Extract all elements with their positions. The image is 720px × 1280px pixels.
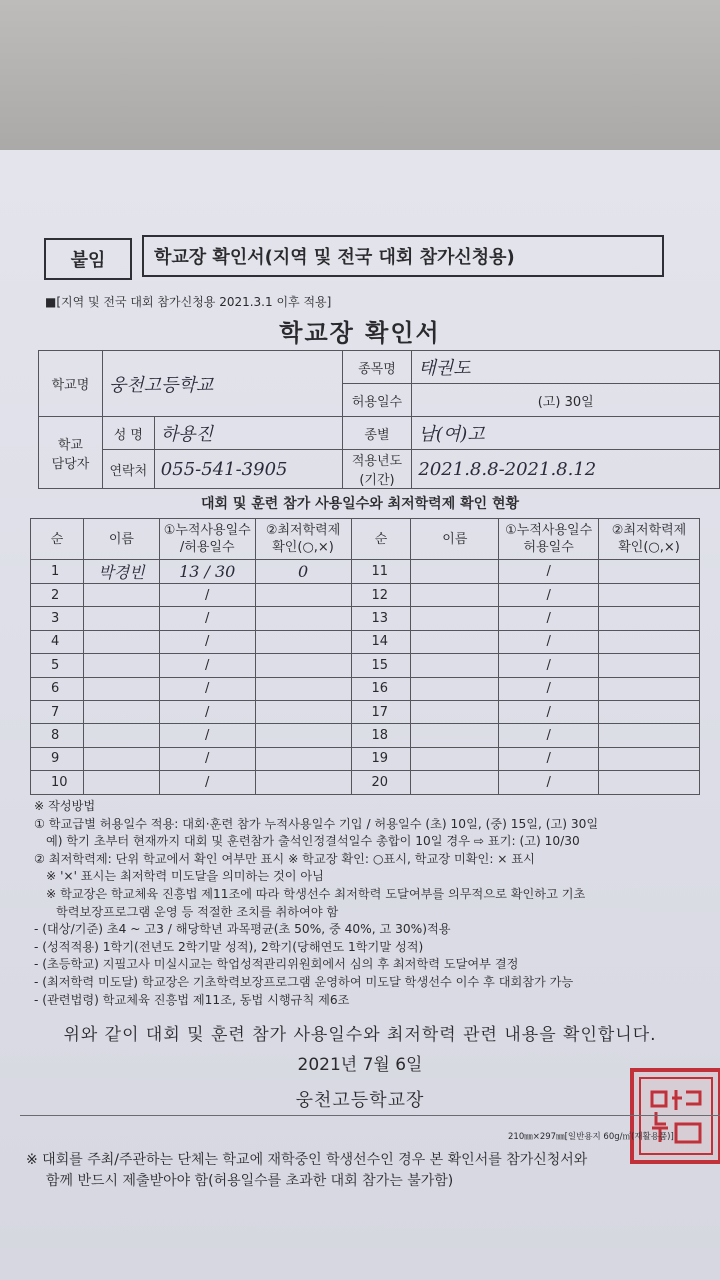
row-number-right: 19 [351,747,411,770]
min-standard-right [599,747,700,770]
period-label [342,450,412,489]
row-number-left: 8 [31,724,84,747]
student-name-right [411,584,499,607]
row-number-left: 4 [31,630,84,653]
gender-value: 남(여)고 [412,417,720,450]
col-no-left: 순 [31,519,84,560]
gender-label: 종별 [342,417,412,450]
table-row [31,607,700,630]
min-standard-right [599,584,700,607]
contact-value: 055-541-3905 [154,450,342,489]
allowed-days-label: 허용일수 [342,384,412,417]
row-number-right: 20 [351,771,411,794]
row-number-right: 16 [351,677,411,700]
col-days-right-line2: 허용일수 [523,540,574,555]
col-no-right: 순 [351,519,411,560]
student-name-left [83,584,159,607]
col-min-right-line2: 확인(○,×) [618,540,680,555]
days-used-left: / [159,630,255,653]
instruction-line: - (최저학력 미도달) 학교장은 기초학력보장프로그램 운영하여 미도달 학생선수 이수 후 대회참가 가능 [34,974,574,989]
col-min-left [255,519,351,560]
days-used-right: / [499,677,599,700]
staff-label [39,417,103,489]
seal-inner-border [639,1077,713,1155]
instruction-line: - (관련법령) 학교체육 진흥법 제11조, 동법 시행규칙 제6조 [34,992,350,1007]
min-standard-left [255,630,351,653]
instructions-heading: ※ 작성방법 [34,799,96,813]
section-title: 대회 및 훈련 참가 사용일수와 최저학력제 확인 현황 [200,496,520,512]
row-number-left: 2 [31,584,84,607]
confirmation-statement: 위와 같이 대회 및 훈련 참가 사용일수와 최저학력 관련 내용을 확인합니다. [63,1025,657,1045]
days-used-left: / [159,724,255,747]
applicability-note: ■[지역 및 전국 대회 참가신청용 2021.3.1 이후 적용] [45,295,332,309]
days-used-left: 13 / 30 [159,560,255,584]
divider-line [20,1115,720,1116]
min-standard-left [255,607,351,630]
row-number-left: 6 [31,677,84,700]
col-name-left: 이름 [83,519,159,560]
table-row [31,677,700,700]
col-min-left-line1: ②최저학력제 [265,523,341,538]
days-used-left: / [159,607,255,630]
min-standard-left [255,584,351,607]
student-name-left [83,771,159,794]
info-table [38,350,720,489]
row-number-right: 13 [351,607,411,630]
row-number-left: 1 [31,560,84,584]
contact-label: 연락처 [102,450,154,489]
table-row [31,724,700,747]
header-title: 학교장 확인서(지역 및 전국 대회 참가신청용) [142,235,664,277]
row-number-left: 5 [31,654,84,677]
name-label: 성 명 [102,417,154,450]
row-number-right: 15 [351,654,411,677]
student-name-right [411,747,499,770]
staff-label-line1: 학교 [57,437,83,453]
col-min-left-line2: 확인(○,×) [272,540,334,555]
document-page [0,150,720,1280]
student-name-left [83,630,159,653]
min-standard-right [599,560,700,584]
row-number-left: 9 [31,747,84,770]
table-row [31,560,700,584]
min-standard-left: 0 [255,560,351,584]
days-used-left: / [159,747,255,770]
col-days-left [159,519,255,560]
min-standard-right [599,607,700,630]
days-used-right: / [499,771,599,794]
min-standard-left [255,677,351,700]
min-standard-left [255,654,351,677]
days-used-right: / [499,560,599,584]
school-label: 학교명 [39,351,103,417]
student-name-right [411,677,499,700]
instruction-line: - (대상/기준) 초4 ~ 고3 / 해당학년 과목평균(초 50%, 중 40%, 고 30%)적용 [34,922,451,937]
days-used-right: / [499,654,599,677]
min-standard-left [255,747,351,770]
days-used-left: / [159,654,255,677]
col-name-right: 이름 [411,519,499,560]
student-name-right [411,771,499,794]
table-row [31,700,700,723]
instructions [34,798,710,1009]
row-number-right: 12 [351,584,411,607]
min-standard-right [599,700,700,723]
instruction-line: ② 최저학력제: 단위 학교에서 확인 여부만 표시 ※ 학교장 확인: ○표시, 학교장 미확인: × 표시 [34,851,535,866]
student-name-left [83,607,159,630]
name-value: 하용진 [154,417,342,450]
footnote [26,1150,706,1192]
event-label: 종목명 [342,351,412,384]
min-standard-right [599,677,700,700]
row-number-right: 14 [351,630,411,653]
col-days-left-line1: ①누적사용일수 [163,523,251,538]
student-name-left: 박경빈 [83,560,159,584]
table-row [31,630,700,653]
student-name-right [411,560,499,584]
min-standard-right [599,724,700,747]
usage-table [30,518,700,795]
instruction-line: ※ '×' 표시는 최저학력 미도달을 의미하는 것이 아님 [46,869,324,884]
col-min-right [599,519,700,560]
col-min-right-line1: ②최저학력제 [611,523,687,538]
student-name-right [411,654,499,677]
instruction-line: 예) 학기 초부터 현재까지 대회 및 훈련참가 출석인정결석일수 총합이 10일 경우 ⇨ 표기: (고) 10/30 [46,834,580,849]
footnote-line2: 함께 반드시 제출받아야 함(허용일수를 초과한 대회 참가는 불가함) [46,1173,454,1189]
row-number-right: 18 [351,724,411,747]
days-used-left: / [159,700,255,723]
student-name-left [83,654,159,677]
student-name-left [83,747,159,770]
instruction-line: 학력보장프로그램 운영 등 적절한 조치를 취하여야 함 [56,904,339,919]
student-name-right [411,724,499,747]
row-number-left: 3 [31,607,84,630]
instruction-line: ① 학교급별 허용일수 적용: 대회·훈련 참가 누적사용일수 기입 / 허용일수 (초) 10일, (중) 15일, (고) 30일 [34,816,599,831]
school-value: 웅천고등학교 [102,351,342,417]
page-title: 학교장 확인서 [279,319,441,347]
row-number-right: 11 [351,560,411,584]
table-row [31,654,700,677]
attachment-tag: 붙임 [44,238,132,280]
period-label-line1: 적용년도 [351,454,403,469]
days-used-left: / [159,584,255,607]
min-standard-right [599,771,700,794]
usage-table-body [31,560,700,795]
table-row [31,771,700,794]
col-days-left-line2: /허용일수 [179,540,235,555]
min-standard-left [255,771,351,794]
days-used-right: / [499,700,599,723]
row-number-left: 7 [31,700,84,723]
row-number-right: 17 [351,700,411,723]
staff-label-line2: 담당자 [51,456,90,472]
signature-date: 2021년 7월 6일 [297,1055,423,1075]
days-used-right: / [499,724,599,747]
student-name-left [83,700,159,723]
table-row [31,747,700,770]
instruction-line: - (성적적용) 1학기(전년도 2학기말 성적), 2학기(당해연도 1학기말 성적) [34,939,424,954]
event-value: 태권도 [412,351,720,384]
paper-spec: 210㎜×297㎜[일반용지 60g/㎡(재활용품)] [508,1132,674,1142]
principal-signature: 웅천고등학교장 [295,1090,425,1111]
col-days-right-line1: ①누적사용일수 [505,523,593,538]
instruction-line: ※ 학교장은 학교체육 진흥법 제11조에 따라 학생선수 최저학력 도달여부를 의무적으로 확인하고 기초 [46,886,586,901]
min-standard-right [599,654,700,677]
student-name-right [411,700,499,723]
instruction-line: - (초등학교) 지필고사 미실시교는 학업성적관리위원회에서 심의 후 최저학력 도달여부 결정 [34,957,519,972]
allowed-days-value: (고) 30일 [412,384,720,417]
background-wall [0,0,720,160]
days-used-right: / [499,607,599,630]
min-standard-left [255,724,351,747]
days-used-left: / [159,677,255,700]
days-used-right: / [499,747,599,770]
period-value: 2021.8.8-2021.8.12 [412,450,720,489]
days-used-right: / [499,630,599,653]
min-standard-right [599,630,700,653]
days-used-left: / [159,771,255,794]
row-number-left: 10 [31,771,84,794]
col-days-right [499,519,599,560]
days-used-right: / [499,584,599,607]
period-label-line2: (기간) [359,473,395,488]
footnote-line1: ※ 대회를 주최/주관하는 단체는 학교에 재학중인 학생선수인 경우 본 확인서를 참가신청서와 [26,1152,588,1168]
min-standard-left [255,700,351,723]
student-name-left [83,724,159,747]
student-name-left [83,677,159,700]
table-row [31,584,700,607]
student-name-right [411,630,499,653]
student-name-right [411,607,499,630]
